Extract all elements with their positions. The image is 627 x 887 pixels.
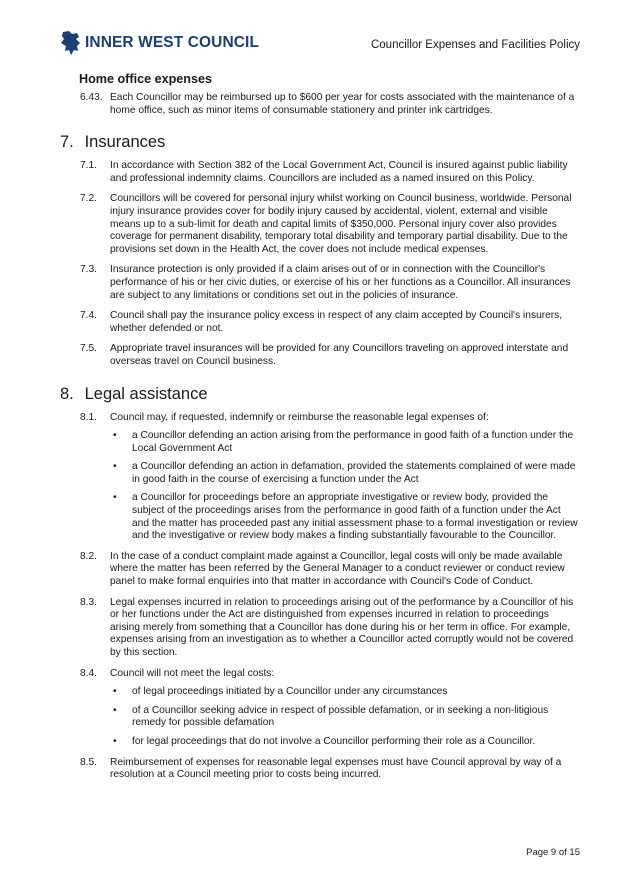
clause-7-1 <box>60 160 580 185</box>
section-number: 8. <box>60 384 74 403</box>
clause-text: Councillors will be covered for personal injury whilst working on Council business, worldwide. Personal injury insurance provides cover for bodily injury caused by accidental, violent, external and visible means up to a sub-limit for death and capital limits of $350,000. Personal injury cover also provides coverage for permanent disability, temporary total disability and temporary partial disability. Due to the provisions set down in the Health Act, the cover does not include medical expenses. <box>110 193 572 255</box>
clause-number: 7.4. <box>80 310 97 322</box>
list-item: • of legal proceedings initiated by a Councillor under any circumstances <box>110 686 580 699</box>
clause-number: 6.43. <box>80 92 103 103</box>
clause-text: Council may, if requested, indemnify or reimburse the reasonable legal expenses of: <box>110 411 489 423</box>
clause-7-2 <box>60 193 580 256</box>
section-number: 7. <box>60 133 74 152</box>
clause-number: 8.3. <box>80 596 97 608</box>
clause-7-3 <box>60 264 580 302</box>
page-content <box>60 72 580 790</box>
bullet-list <box>110 430 580 543</box>
clause-7-5 <box>60 343 580 368</box>
clause-text: In accordance with Section 382 of the Local Government Act, Council is insured against public liability and professional indemnity claims. Councillors are included as a named insured on this Policy. <box>110 160 568 184</box>
clause-6-43 <box>60 92 580 117</box>
clause-number: 7.1. <box>80 160 97 172</box>
section-heading-insurances <box>60 133 580 152</box>
council-logo <box>60 30 259 56</box>
clause-text: Legal expenses incurred in relation to proceedings arising out of the performance by a Councillor of his or her functions under the Act are distinguished from expenses incurred in relation to proceedings arising merely from something that a Councillor has done during his or her term in office. For example, expenses arising from an investigation as to whether a Councillor acted corruptly would not be covered by this section. <box>110 596 574 658</box>
clause-number: 7.3. <box>80 264 97 276</box>
clause-number: 8.2. <box>80 550 97 562</box>
list-item: • of a Councillor seeking advice in respect of possible defamation, or in seeking a non-litigious remedy for possible defamation <box>110 705 580 730</box>
logo-text: INNER WEST COUNCIL <box>85 34 260 51</box>
clause-7-4 <box>60 310 580 335</box>
clause-text: Council will not meet the legal costs: <box>110 667 275 679</box>
inner-west-map-icon <box>60 30 82 56</box>
clause-8-3 <box>60 597 580 660</box>
clause-number: 8.5. <box>80 756 97 768</box>
clause-text: Each Councillor may be reimbursed up to $600 per year for costs associated with the maintenance of a home office, such as minor items of consumable stationery and printer ink cartridges. <box>110 92 575 116</box>
clause-8-2 <box>60 551 580 589</box>
clause-number: 7.2. <box>80 193 97 205</box>
page-number: Page 9 of 15 <box>526 847 580 858</box>
clause-text: Insurance protection is only provided if a claim arises out of or in connection with the Councillor's performance of his or her civic duties, or exercise of his or her functions as a Councillor. All insurances are subject to any limitations or conditions set out in the policies of insurance. <box>110 264 571 301</box>
home-office-heading: Home office expenses <box>79 72 212 86</box>
clause-text: Council shall pay the insurance policy excess in respect of any claim accepted by Council's insurers, whether defended or not. <box>110 310 563 334</box>
document-title: Councillor Expenses and Facilities Policy <box>370 39 580 51</box>
page-header <box>60 30 580 60</box>
clause-text: In the case of a conduct complaint made against a Councillor, legal costs will only be made available where the matter has been referred by the General Manager to a conduct reviewer or conduct review panel to make formal enquiries into that matter in accordance with Council's Code of Conduct. <box>110 550 565 588</box>
list-item: • a Councillor defending an action in defamation, provided the statements complained of were made in good faith in the course of exercising a function under the Act <box>110 461 580 486</box>
clause-text: Reimbursement of expenses for reasonable legal expenses must have Council approval by way of a resolution at a Council meeting prior to costs being incurred. <box>110 756 562 781</box>
clause-8-1 <box>60 412 580 543</box>
clause-number: 8.4. <box>80 667 97 679</box>
section-heading-legal-assistance <box>60 385 580 404</box>
clause-8-5 <box>60 757 580 782</box>
bullet-list <box>110 686 580 748</box>
section-title: Legal assistance <box>84 384 208 403</box>
clause-text: Appropriate travel insurances will be provided for any Councillors traveling on approved interstate and overseas travel on Council business. <box>110 343 569 367</box>
clause-number: 7.5. <box>80 343 97 355</box>
section-title: Insurances <box>84 133 166 152</box>
list-item: • for legal proceedings that do not involve a Councillor performing their role as a Councillor. <box>110 736 580 749</box>
list-item: • a Councillor for proceedings before an appropriate investigative or review body, provided the subject of the proceedings arises from the performance in good faith of a function under the Act and the matter has proceeded past any initial assessment phase to a formal investigation or review and the investigative or review body makes a finding substantially favourable to the Councillor. <box>110 492 580 542</box>
clause-number: 8.1. <box>80 411 97 423</box>
list-item: • a Councillor defending an action arising from the performance in good faith of a function under the Local Government Act <box>110 430 580 455</box>
clause-8-4 <box>60 668 580 749</box>
